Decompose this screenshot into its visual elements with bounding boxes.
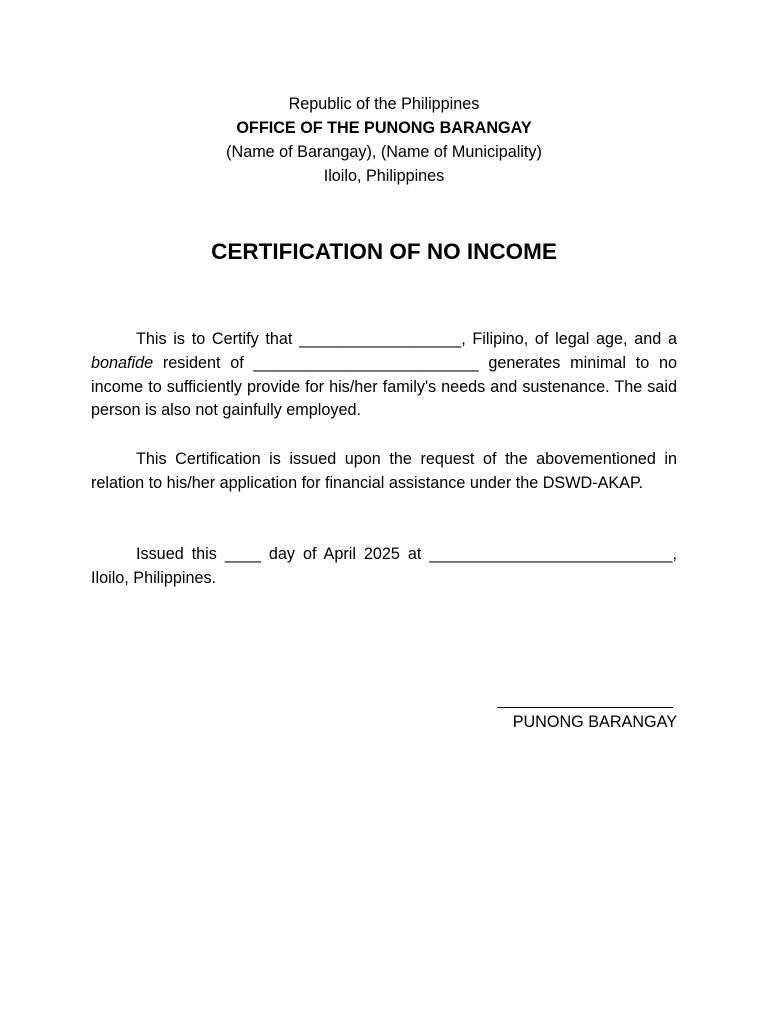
p1-text-2: , Filipino, of legal age, and a [461, 330, 678, 348]
p1-text-1: This is to Certify that [136, 330, 300, 348]
p1-text-3: resident of [153, 353, 254, 372]
document-title: CERTIFICATION OF NO INCOME [211, 239, 557, 264]
republic-line: Republic of the Philippines [288, 95, 480, 113]
p3-text-2: day of April 2025 at [260, 545, 430, 563]
bonafide-italic: bonafide [91, 353, 154, 372]
signature-line [497, 707, 673, 708]
p3-text-3: , Iloilo, Philippines. [91, 545, 677, 587]
place-blank: ___________________________ [429, 545, 673, 563]
barangay-municipality-line: (Name of Barangay), (Name of Municipality) [226, 143, 542, 161]
p3-text-1: Issued this [136, 545, 225, 563]
day-blank: ____ [224, 545, 261, 563]
province-line: Iloilo, Philippines [323, 167, 445, 185]
paragraph-certify [91, 328, 677, 423]
paragraph-purpose: This Certification is issued upon the request of the abovementioned in relation to his/her application for financial assistance under the DSWD-AKAP. [91, 450, 677, 492]
letterhead [0, 92, 768, 188]
signatory-title: PUNONG BARANGAY [512, 713, 677, 731]
p1-text-4: generates minimal to no income to sufficiently provide for his/her family's needs and sustenance. The said person is also not gainfully employed. [91, 353, 677, 420]
office-line: OFFICE OF THE PUNONG BARANGAY [236, 119, 532, 137]
residence-blank: _________________________ [253, 353, 479, 372]
name-blank: __________________ [299, 330, 462, 348]
paragraph-issued [91, 543, 677, 591]
